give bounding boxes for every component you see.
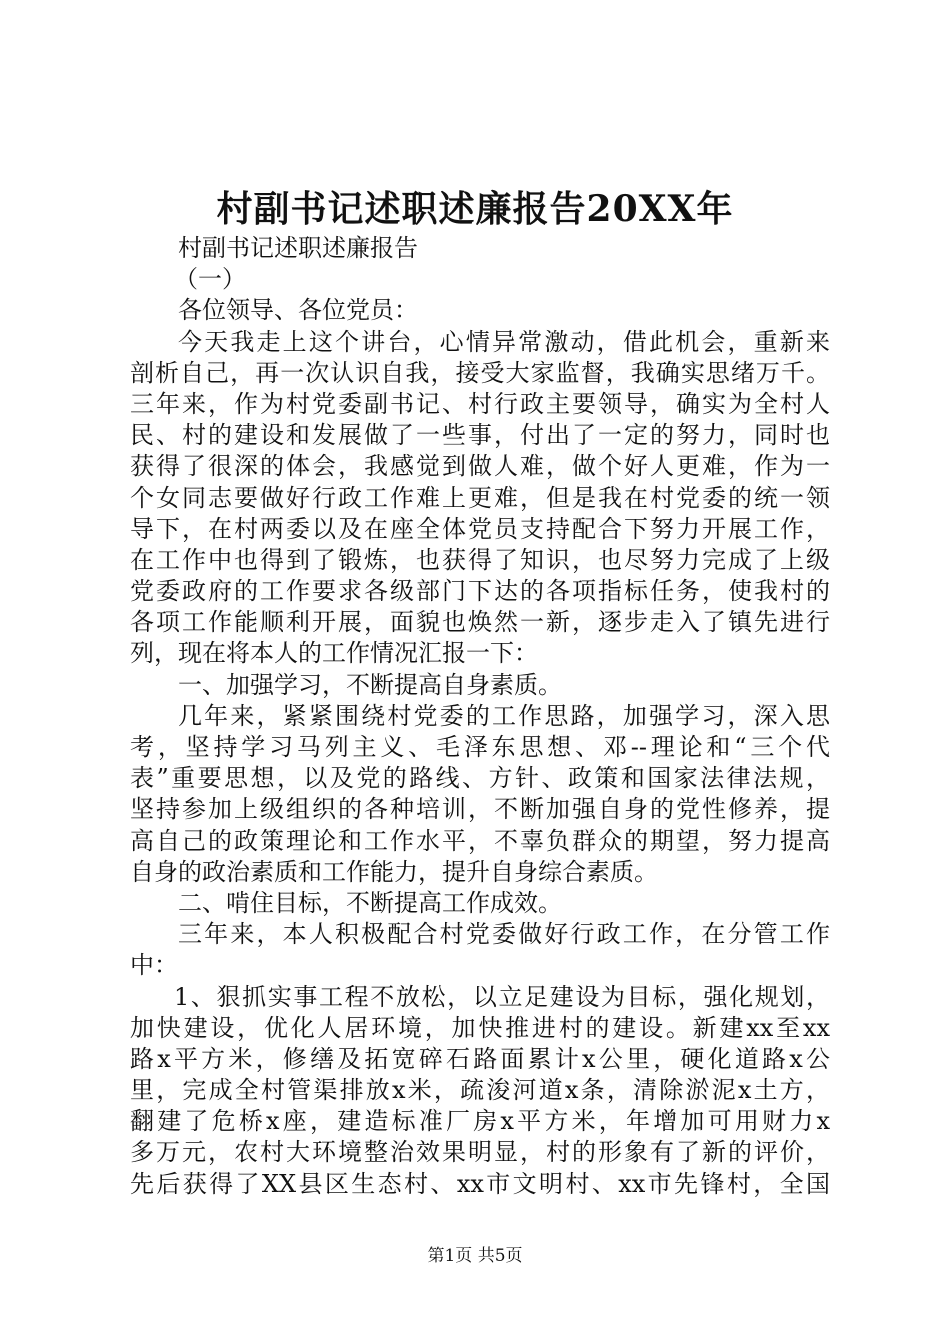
paragraph-line: 各项工作能顺利开展，面貌也焕然一新，逐步走入了镇先进行 bbox=[130, 608, 830, 637]
paragraph-line: 高自己的政策理论和工作水平，不辜负群众的期望，努力提高 bbox=[130, 826, 830, 855]
paragraph-line: 里，完成全村管渠排放x米，疏浚河道x条，清除淤泥x土方， bbox=[130, 1076, 830, 1105]
paragraph-line: 中： bbox=[130, 951, 178, 980]
page-footer: 第1页 共5页 bbox=[427, 1246, 523, 1266]
paragraph-line: 三年来，本人积极配合村党委做好行政工作，在分管工作 bbox=[178, 920, 830, 949]
salutation: 各位领导、各位党员： bbox=[178, 296, 418, 325]
paragraph-line: 1、狠抓实事工程不放松，以立足建设为目标，强化规划， bbox=[174, 982, 830, 1011]
paragraph-line: 列，现在将本人的工作情况汇报一下： bbox=[130, 639, 538, 668]
paragraph-line: 民、村的建设和发展做了一些事，付出了一定的努力，同时也 bbox=[130, 421, 830, 450]
paragraph-line: 今天我走上这个讲台，心情异常激动，借此机会，重新来 bbox=[178, 327, 830, 356]
paragraph-line: 表”重要思想，以及党的路线、方针、政策和国家法律法规， bbox=[130, 764, 830, 793]
section-heading: 一、加强学习，不断提高自身素质。 bbox=[178, 670, 562, 699]
paragraph-line: 三年来，作为村党委副书记、村行政主要领导，确实为全村人 bbox=[130, 389, 830, 418]
paragraph-line: 个女同志要做好行政工作难上更难，但是我在村党委的统一领 bbox=[130, 483, 830, 512]
document-body bbox=[130, 233, 830, 1200]
paragraph-line: 在工作中也得到了锻炼，也获得了知识，也尽努力完成了上级 bbox=[130, 545, 830, 574]
paragraph-line: 党委政府的工作要求各级部门下达的各项指标任务，使我村的 bbox=[130, 577, 830, 606]
document-title: 村副书记述职述廉报告20XX年 bbox=[216, 188, 734, 230]
section-number: （一） bbox=[174, 265, 246, 294]
paragraph-line: 路x平方米，修缮及拓宽碎石路面累计x公里，硬化道路x公 bbox=[130, 1044, 830, 1073]
paragraph-line: 翻建了危桥x座，建造标准厂房x平方米，年增加可用财力x bbox=[130, 1107, 830, 1136]
section-heading: 二、啃住目标，不断提高工作成效。 bbox=[178, 888, 562, 917]
paragraph-line: 先后获得了XX县区生态村、xx市文明村、xx市先锋村，全国 bbox=[130, 1169, 830, 1198]
paragraph-line: 考，坚持学习马列主义、毛泽东思想、邓--理论和“三个代 bbox=[130, 733, 830, 761]
paragraph-line: 坚持参加上级组织的各种培训，不断加强自身的党性修养，提 bbox=[130, 795, 830, 824]
paragraph-line: 导下，在村两委以及在座全体党员支持配合下努力开展工作， bbox=[130, 514, 830, 543]
paragraph-line: 几年来，紧紧围绕村党委的工作思路，加强学习，深入思 bbox=[178, 701, 830, 730]
paragraph-line: 加快建设，优化人居环境，加快推进村的建设。新建xx至xx bbox=[130, 1013, 830, 1042]
paragraph-line: 获得了很深的体会，我感觉到做人难，做个好人更难，作为一 bbox=[130, 452, 830, 481]
paragraph-line: 自身的政治素质和工作能力，提升自身综合素质。 bbox=[130, 857, 658, 886]
subtitle-line: 村副书记述职述廉报告 bbox=[178, 234, 418, 262]
paragraph-line: 多万元，农村大环境整治效果明显，村的形象有了新的评价， bbox=[130, 1138, 830, 1167]
paragraph-line: 剖析自己，再一次认识自我，接受大家监督，我确实思绪万千。 bbox=[130, 358, 830, 387]
